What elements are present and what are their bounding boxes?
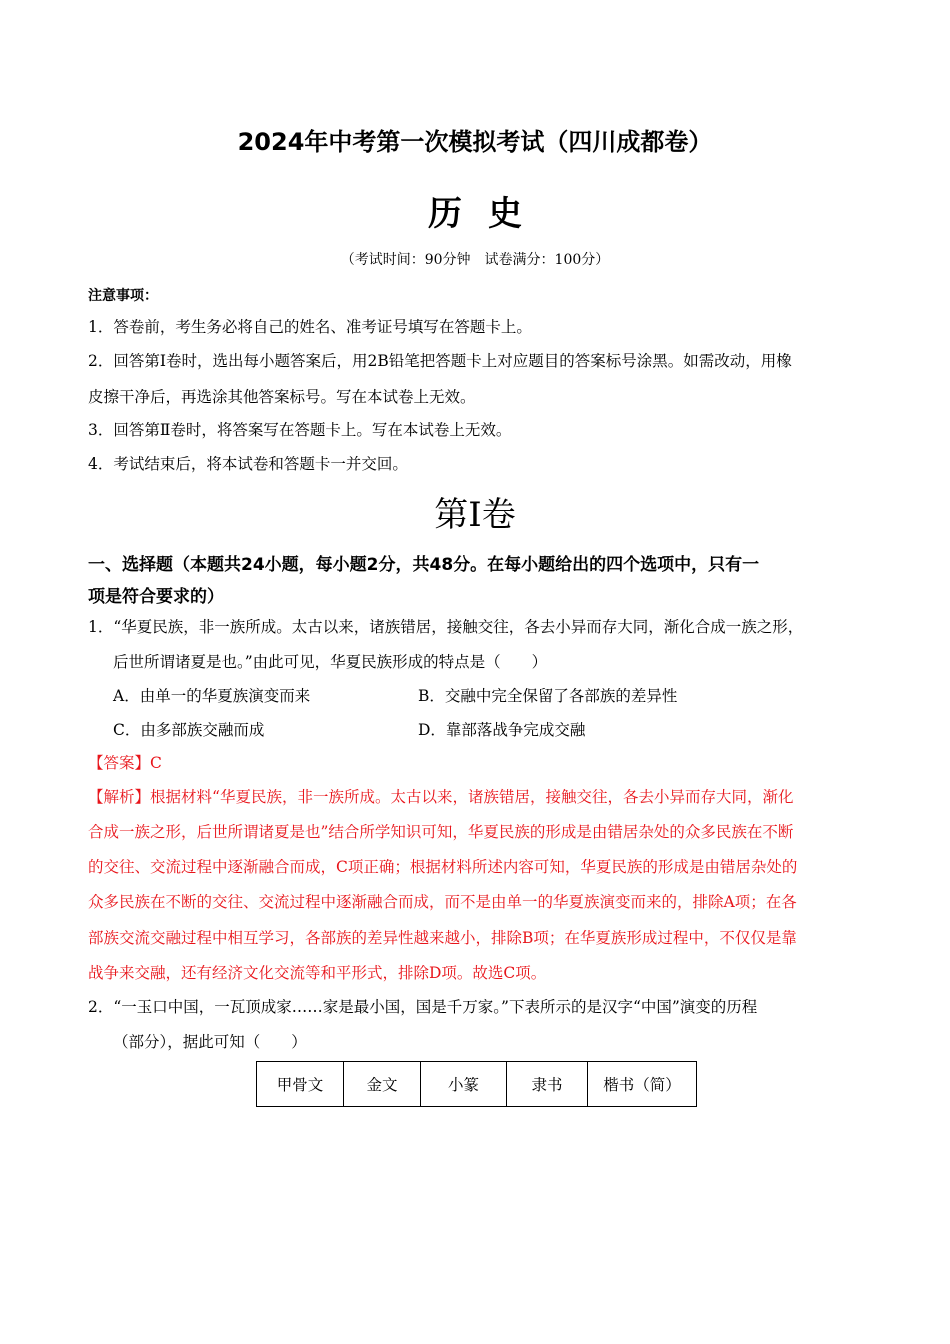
notice-line-1: 1．答卷前，考生务必将自己的姓名、准考证号填写在答题卡上。 <box>88 318 532 336</box>
question-1-option-b: B．交融中完全保留了各部族的差异性 <box>418 687 678 705</box>
exam-title: 2024年中考第一次模拟考试（四川成都卷） <box>237 128 713 156</box>
table-cell-bronze: 金文 <box>344 1062 421 1107</box>
analysis-text: 根据材料“华夏民族，非一族所成。太古以来，诸族错居，接触交往，各去小异而存大同，渐化 <box>150 788 794 806</box>
question-1-analysis-line-2: 合成一族之形，后世所谓诸夏是也”结合所学知识可知，华夏民族的形成是由错居杂处的众多民族在不断 <box>88 823 794 841</box>
table-cell-clerical: 隶书 <box>507 1062 588 1107</box>
question-1-stem-line-1: 1．“华夏民族，非一族所成。太古以来，诸族错居，接触交往，各去小异而存大同，渐化合成一族之形， <box>88 618 804 636</box>
section-title-line-2: 项是符合要求的） <box>88 587 224 607</box>
subject-title: 历史 <box>428 194 548 234</box>
table-cell-small-seal: 小篆 <box>421 1062 507 1107</box>
exam-info: （考试时间：90分钟 试卷满分：100分） <box>340 252 610 268</box>
question-2-stem-line-1: 2．“一玉口中国，一瓦顶成家……家是最小国，国是千万家。”下表所示的是汉字“中国”演变的历程 <box>88 998 758 1016</box>
notice-line-2-cont: 皮擦干净后，再选涂其他答案标号。写在本试卷上无效。 <box>88 388 476 406</box>
question-1-stem-line-2: 后世所谓诸夏是也。”由此可见，华夏民族形成的特点是（ ） <box>113 653 548 671</box>
question-1-option-d: D．靠部落战争完成交融 <box>418 721 586 739</box>
question-1-option-a: A．由单一的华夏族演变而来 <box>113 687 311 705</box>
answer-label: 【答案】 <box>88 754 151 772</box>
notice-line-4: 4．考试结束后，将本试卷和答题卡一并交回。 <box>88 455 408 473</box>
answer-value: C <box>150 754 162 772</box>
section-title-line-1: 一、选择题（本题共24小题，每小题2分，共48分。在每小题给出的四个选项中，只有一 <box>88 555 760 575</box>
question-1-analysis-line-4: 众多民族在不断的交往、交流过程中逐渐融合而成，而不是由单一的华夏族演变而来的，排除A项；在各 <box>88 893 797 911</box>
question-1-answer <box>88 751 162 773</box>
character-evolution-table <box>256 1061 697 1107</box>
volume-title: 第Ⅰ卷 <box>434 495 516 535</box>
question-2-stem-line-2: （部分），据此可知（ ） <box>113 1033 307 1051</box>
table-cell-oracle-bone: 甲骨文 <box>257 1062 344 1107</box>
notice-heading: 注意事项： <box>88 288 158 304</box>
analysis-label: 【解析】 <box>88 788 151 806</box>
question-1-option-c: C．由多部族交融而成 <box>113 721 265 739</box>
question-1-analysis-line-3: 的交往、交流过程中逐渐融合而成，C项正确；根据材料所述内容可知，华夏民族的形成是由错居杂处的 <box>88 858 798 876</box>
notice-line-3: 3．回答第Ⅱ卷时，将答案写在答题卡上。写在本试卷上无效。 <box>88 421 512 439</box>
question-1-analysis-line-5: 部族交流交融过程中相互学习，各部族的差异性越来越小，排除B项；在华夏族形成过程中，不仅仅是靠 <box>88 929 797 947</box>
notice-line-2: 2．回答第Ⅰ卷时，选出每小题答案后，用2B铅笔把答题卡上对应题目的答案标号涂黑。如需改动，用橡 <box>88 352 792 370</box>
table-cell-regular-simplified: 楷书（简） <box>588 1062 697 1107</box>
question-1-analysis-line-6: 战争来交融，还有经济文化交流等和平形式，排除D项。故选C项。 <box>88 964 547 982</box>
table-row <box>257 1062 697 1107</box>
question-1-analysis-line-1 <box>88 785 793 807</box>
